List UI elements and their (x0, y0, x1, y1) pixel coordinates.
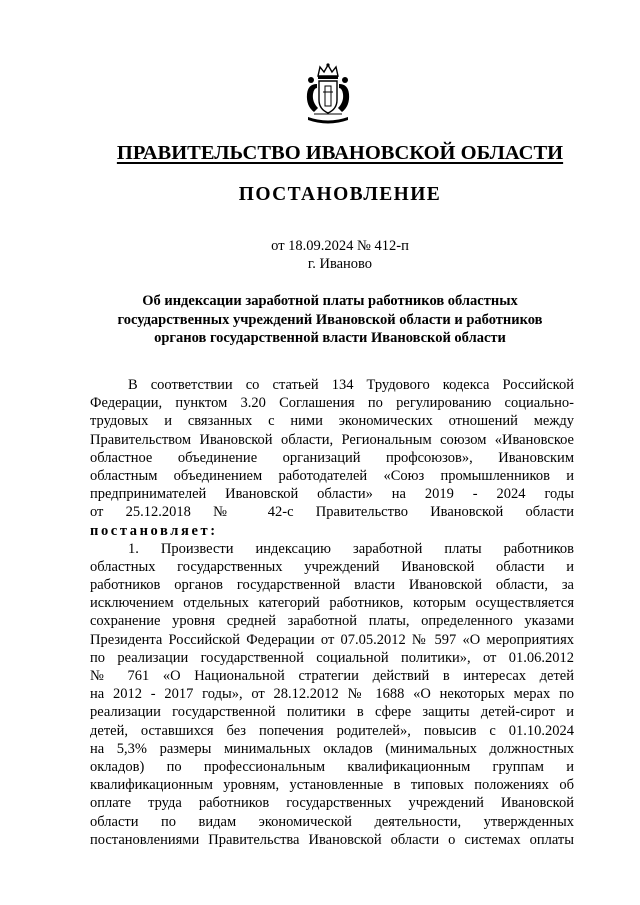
body-line: по реализации государственной социальной политики», от 01.06.2012 (90, 649, 574, 666)
body-line: работников органов государственной власти Ивановской области, за (90, 577, 574, 594)
body-line: В соответствии со статьей 134 Трудового кодекса Российской (128, 377, 574, 393)
body-line: Президента Российской Федерации от 07.05.2012 № 597 «О мероприятиях (90, 631, 574, 648)
body-line: № 761 «О Национальной стратегии действий в интересах детей (90, 668, 574, 684)
body-line: областных государственных учреждений Ивановской области и (90, 558, 574, 575)
government-title: ПРАВИТЕЛЬСТВО ИВАНОВСКОЙ ОБЛАСТИ (116, 142, 564, 164)
body-line: Федерации, пунктом 3.20 Соглашения по регулированию социально- (90, 395, 574, 412)
subject-line: государственных учреждений Ивановской области и работников (117, 311, 543, 328)
body-line: исключением отдельных категорий работников, которым осуществляется (90, 595, 574, 612)
document-date-number: от 18.09.2024 № 412-п (271, 238, 409, 254)
document-subject (90, 292, 570, 348)
document-type: ПОСТАНОВЛЕНИЕ (238, 184, 442, 205)
subject-line: Об индексации заработной платы работников областных (142, 293, 518, 309)
body-line: областное объединение организаций профсоюзов», Ивановским (90, 449, 574, 466)
body-line: постановлениями Правительства Ивановской области о системах оплаты (90, 831, 574, 848)
body-line: от 25.12.2018 № 42-с Правительство Ивановской области (90, 504, 574, 521)
body-line: сохранение уровня средней заработной платы, определенного указами (90, 613, 574, 630)
body-line: на 5,3% размеры минимальных окладов (минимальных должностных (90, 740, 574, 757)
body-line: предпринимателей Ивановской области» на 2019 - 2024 годы (90, 486, 574, 503)
body-line: областным объединением работодателей «Союз промышленников и (90, 467, 574, 484)
coat-of-arms-icon (302, 62, 354, 128)
document-body (90, 376, 574, 849)
body-line: области по видам экономической деятельности, утвержденных (90, 813, 574, 830)
body-line: 1. Произвести индексацию заработной платы работников (128, 540, 574, 557)
resolution-word: постановляет: (90, 522, 218, 539)
body-line: окладов) по профессиональным квалификационным группам и (90, 758, 574, 775)
body-line: на 2012 - 2017 годы», от 28.12.2012 № 1688 «О некоторых мерах по (90, 686, 574, 703)
subject-line: органов государственной власти Ивановской области (154, 330, 506, 346)
body-line: Правительством Ивановской области, Региональным союзом «Ивановское (90, 431, 574, 448)
body-line: оплате труда работников государственных учреждений Ивановской (90, 795, 574, 812)
document-city: г. Иваново (307, 256, 373, 272)
body-line: квалификационным уровням, установленные в типовых положениях об (90, 777, 574, 794)
body-line: детей, оставшихся без попечения родителей», повысив с 01.10.2024 (90, 722, 574, 739)
body-line: трудовых и связанных с ними экономических отношений между (90, 413, 574, 430)
body-line: реализации государственной политики в сфере защиты детей-сирот и (90, 704, 574, 721)
